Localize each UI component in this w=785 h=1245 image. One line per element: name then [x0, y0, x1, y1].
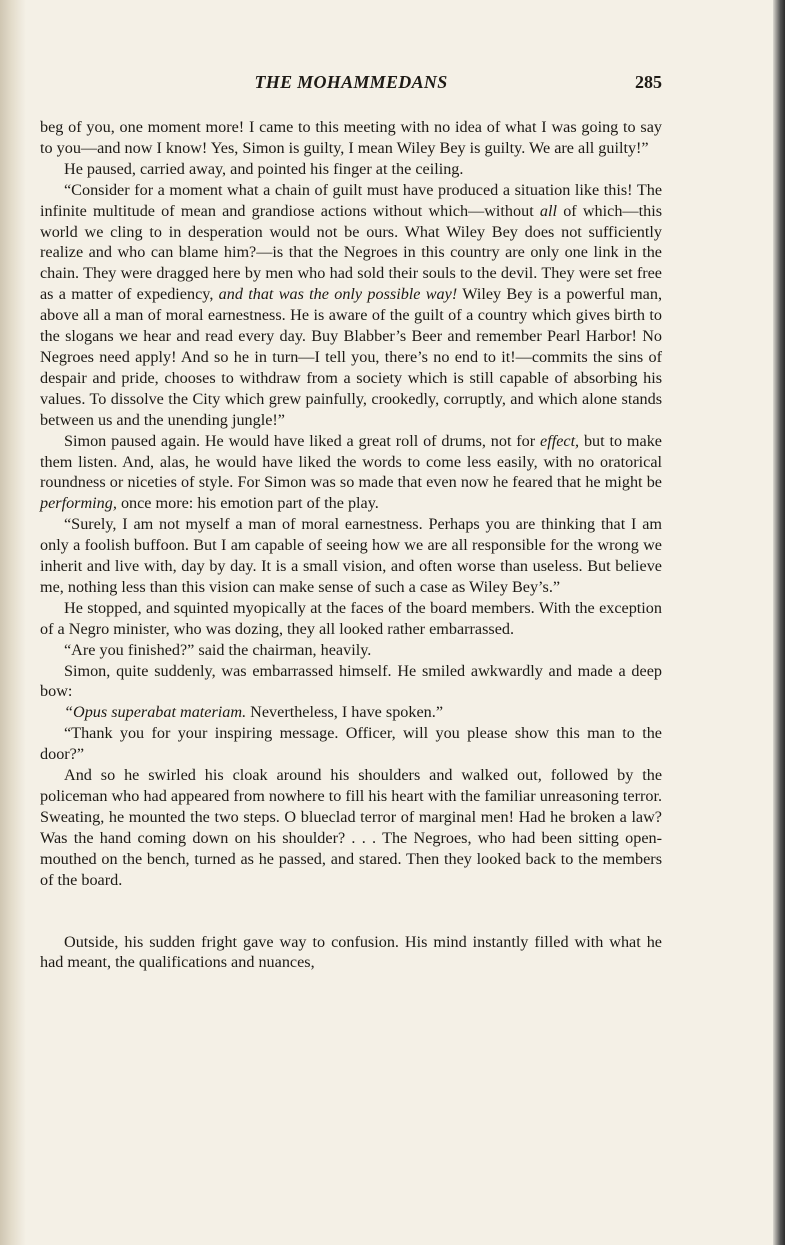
text-run: And so he swirled his cloak around his shoulders and walked out, followed by the policeman who had appeared from nowhere to fill his heart with the familiar unreasoning terror. Sweating, he mounted the two steps. O blueclad terror of marginal men! Had he broken a law? Was the hand coming down on his shoulder? . . . The Negroes, who had been sitting open-mouthed on the bench, turned as he passed, and stared. Then they looked back to the members of the board.	[40, 766, 662, 889]
emphasis-text: performing,	[40, 494, 117, 513]
text-run: Simon, quite suddenly, was embarrassed himself. He smiled awkwardly and made a deep bow:	[40, 661, 662, 701]
page-number: 285	[635, 72, 662, 92]
page-edge-shadow	[773, 0, 785, 1245]
paragraph	[40, 932, 662, 974]
text-run: Wiley Bey is a powerful man, above all a man of moral earnestness. He is aware of the guilt of a country which gives birth to the slogans we hear and read every day. Buy Blabber’s Beer and remember Pearl Harbor! No Negroes need apply! And so he in turn—I tell you, there’s no end to it!—commits the sins of despair and pride, chooses to withdraw from a society which is still capable of absorbing his values. To dissolve the City which grew painfully, crookedly, corruptly, and which alone stands between us and the unending jungle!”	[40, 285, 662, 429]
text-run: beg of you, one moment more! I came to this meeting with no idea of what I was going to say to you—and now I know! Yes, Simon is guilty, I mean Wiley Bey is guilty. We are all guilty!”	[40, 118, 662, 157]
paragraph	[40, 723, 662, 765]
book-gutter-shadow	[0, 0, 26, 1245]
running-head	[40, 72, 662, 94]
text-run: “Thank you for your inspiring message. Officer, will you please show this man to the door?”	[40, 724, 662, 764]
paragraph	[40, 765, 662, 890]
running-head-title: THE MOHAMMEDANS	[254, 72, 448, 92]
text-run: Outside, his sudden fright gave way to confusion. His mind instantly filled with what he had meant, the qualifications and nuances,	[40, 932, 662, 972]
paragraph	[40, 117, 662, 159]
text-run: but to make them listen. And, alas, he would have liked the words to come less easily, with no oratorical roundness or niceties of style. For Simon was so made that even now he feared that he might be	[40, 431, 662, 492]
paragraph	[40, 640, 662, 661]
text-run: Nevertheless, I have spoken.”	[246, 703, 443, 722]
paragraph	[40, 514, 662, 598]
paragraph	[40, 431, 662, 515]
text-run: “Are you finished?” said the chairman, heavily.	[64, 640, 372, 659]
text-run: of which—this world we cling to in desperation would not be ours. What Wiley Bey does not sufficiently realize and who can blame him?—is that the Negroes in this country are only one link in the chain. They were dragged here by men who had sold their souls to the devil. They were set free as a matter of expediency,	[40, 201, 663, 304]
paragraph	[40, 598, 662, 640]
paragraph	[40, 702, 662, 723]
text-run: He paused, carried away, and pointed his finger at the ceiling.	[64, 159, 464, 178]
paragraph	[40, 180, 662, 431]
body-text	[40, 117, 662, 973]
text-run: once more: his emotion part of the play.	[116, 494, 379, 513]
text-run: “Surely, I am not myself a man of moral earnestness. Perhaps you are thinking that I am only a foolish buffoon. But I am capable of seeing how we are all responsible for the wrong we inherit and live with, day by day. It is a small vision, and often worse than useless. But believe me, nothing less than this vision can make sense of such a case as Wiley Bey’s.”	[40, 515, 662, 596]
paragraph	[40, 661, 662, 703]
emphasis-text: “Opus superabat materiam.	[64, 703, 247, 722]
emphasis-text: and that was the only possible way!	[218, 285, 458, 304]
text-run: Simon paused again. He would have liked a great roll of drums, not for	[64, 431, 541, 450]
paragraph	[40, 159, 662, 180]
emphasis-text: effect,	[540, 431, 580, 450]
text-run: “Consider for a moment what a chain of guilt must have produced a situation like this! The infinite multitude of mean and grandiose actions without which—without	[40, 180, 662, 220]
emphasis-text: all	[539, 201, 557, 220]
text-run: He stopped, and squinted myopically at the faces of the board members. With the exception of a Negro minister, who was dozing, they all looked rather embarrassed.	[40, 598, 662, 638]
